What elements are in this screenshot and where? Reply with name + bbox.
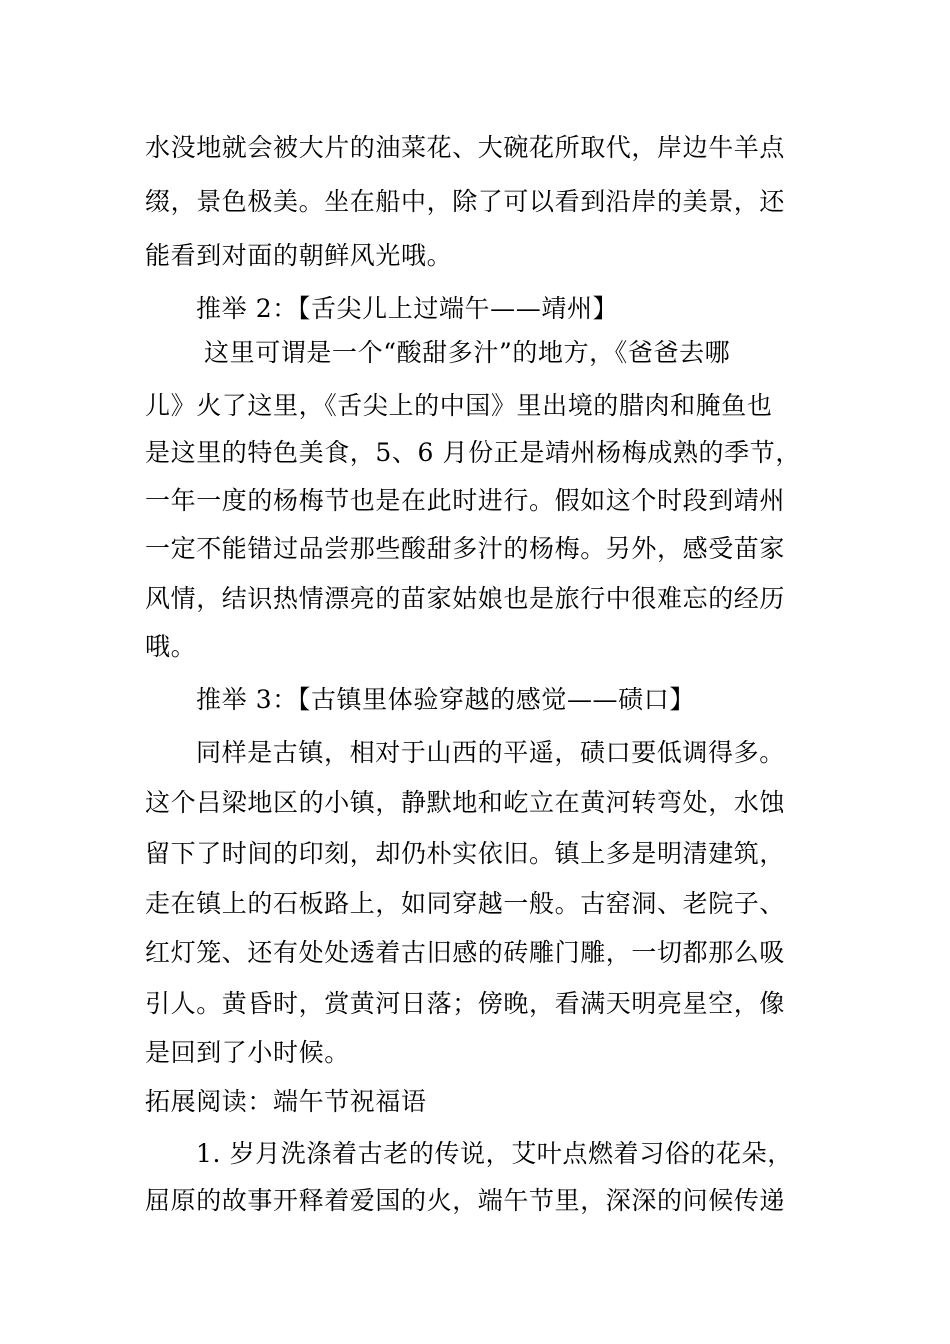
section-heading-3: 推举 3：【古镇里体验穿越的感觉——碛口】 <box>196 685 695 714</box>
paragraph-2-line-3: 是这里的特色美食，5、6 月份正是靖州杨梅成熟的季节， <box>145 438 801 467</box>
paragraph-1-line-3: 能看到对面的朝鲜风光哦。 <box>145 241 453 270</box>
paragraph-2-line-6: 风情，结识热情漂亮的苗家姑娘也是旅行中很难忘的经历 <box>145 584 786 613</box>
paragraph-2-line-2: 儿》火了这里，《舌尖上的中国》里出境的腊肉和腌鱼也 <box>145 391 773 420</box>
paragraph-3-line-6: 引人。黄昏时，赏黄河日落；傍晚，看满天明亮星空，像 <box>145 989 786 1018</box>
paragraph-3-line-5: 红灯笼、还有处处透着古旧感的砖雕门雕，一切都那么吸 <box>145 938 786 967</box>
paragraph-2-line-1: 这里可谓是一个“酸甜多汁”的地方，《爸爸去哪 <box>204 338 731 367</box>
paragraph-1-line-1: 水没地就会被大片的油菜花、大碗花所取代，岸边牛羊点 <box>145 133 786 162</box>
paragraph-2-line-4: 一年一度的杨梅节也是在此时进行。假如这个时段到靖州 <box>145 486 786 515</box>
paragraph-2-line-5: 一定不能错过品尝那些酸甜多汁的杨梅。另外，感受苗家 <box>145 534 786 563</box>
paragraph-3-line-7: 是回到了小时候。 <box>145 1038 350 1067</box>
paragraph-1-line-2: 缀，景色极美。坐在船中，除了可以看到沿岸的美景，还 <box>145 187 786 216</box>
paragraph-3-line-3: 留下了时间的印刻，却仍朴实依旧。镇上多是明清建筑， <box>145 839 786 868</box>
paragraph-3-line-1: 同样是古镇，相对于山西的平遥，碛口要低调得多。 <box>196 738 785 767</box>
extended-reading-heading: 拓展阅读：端午节祝福语 <box>145 1087 427 1116</box>
paragraph-2-line-7: 哦。 <box>145 632 197 661</box>
section-heading-2: 推举 2：【舌尖儿上过端午——靖州】 <box>196 294 619 323</box>
paragraph-3-line-2: 这个吕梁地区的小镇，静默地和屹立在黄河转弯处，水蚀 <box>145 788 786 817</box>
paragraph-4-line-2: 屈原的故事开释着爱国的火，端午节里，深深的问候传递 <box>145 1186 786 1215</box>
paragraph-4-line-1: 1. 岁月洗涤着古老的传说，艾叶点燃着习俗的花朵， <box>196 1139 793 1168</box>
paragraph-3-line-4: 走在镇上的石板路上，如同穿越一般。古窑洞、老院子、 <box>145 889 786 918</box>
